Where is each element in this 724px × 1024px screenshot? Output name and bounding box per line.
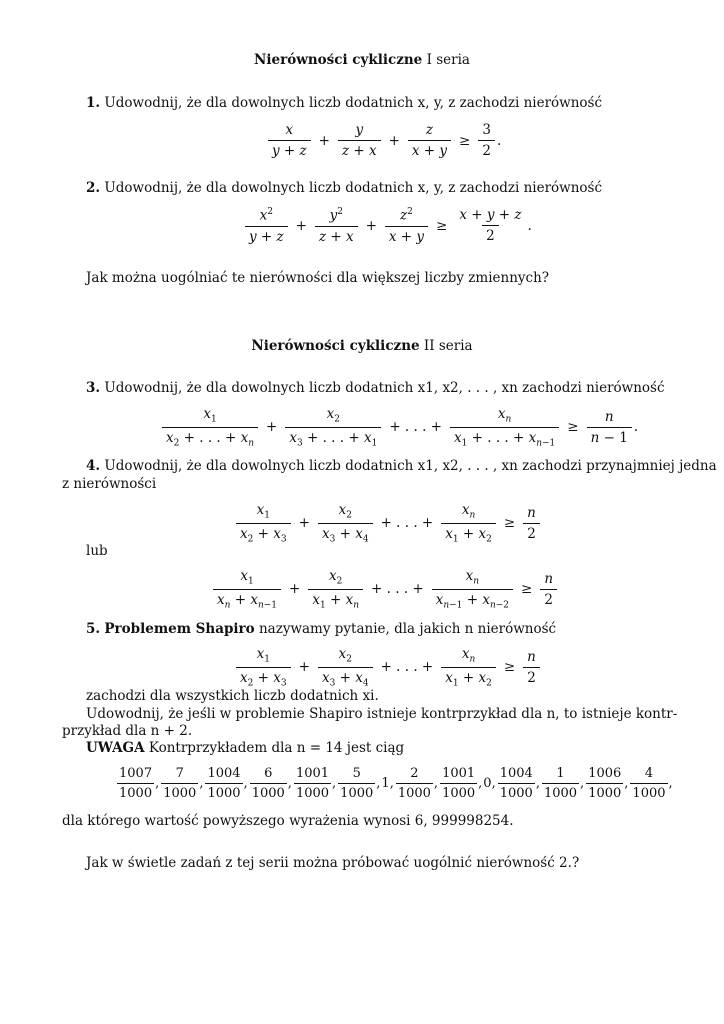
- problem-4-inequality-a: $x_1$ $x_2 + x_3$ + $\frac{x_2}{x_3 + x_4}$ + . . . + $\frac{x_n}{x_1 + x_2}$ ≥ $\frac{n}{2}$: [234, 502, 542, 544]
- sequence-term: 5 1000: [340, 766, 374, 801]
- problem-4-statement-cont: z nierówności: [62, 476, 157, 492]
- sequence-comma: ,: [389, 776, 394, 791]
- note: UWAGA Kontrprzykładem dla n = 14 jest ciąg: [86, 740, 405, 756]
- sequence-comma: ,: [199, 776, 204, 791]
- sequence-comma: ,: [332, 776, 337, 791]
- counterexample-sequence: [116, 766, 674, 801]
- problem-3-inequality: $x_1$ $x_2$ + . . . + $x_n$ + $\frac{x_2}{x_3 + . . . + x_1}$ + . . . + $\frac{x_n}{x_1 + . . . + x_{n-1}}$ ≥ $\frac{n}{n - 1}$ .: [160, 406, 638, 448]
- sequence-term: 6 1000: [251, 766, 285, 801]
- problem-4-inequality-b: $x_1$ $x_n + x_{n-1}$ + $\frac{x_2}{x_1 + x_n}$ + . . . + $\frac{x_n}{x_{n-1} + x_{n-2}}$ ≥ $\frac{n}{2}$: [211, 568, 559, 610]
- problem-1-inequality: x y + z + $\frac{y}{z + x}$ + $\frac{z}{x + y}$ ≥ $\frac{3}{2}$ .: [266, 122, 501, 159]
- sequence-comma: ,: [433, 776, 439, 791]
- sequence-comma: ,: [287, 776, 292, 791]
- problem-1-statement: 1. Udowodnij, że dla dowolnych liczb dodatnich x, y, z zachodzi nierówność: [86, 95, 603, 111]
- sequence-term: 4 1000: [632, 766, 666, 801]
- sequence-term: 2 1000: [397, 766, 431, 801]
- section-2-title: Nierówności cykliczne II seria: [251, 338, 473, 354]
- sequence-term: 1007 1000: [119, 766, 153, 801]
- problem-2-inequality: $x^2$ y + z + $\frac{y^2}{z + x}$ + $\frac{z^2}{x + y}$ ≥ $\frac{x + y + z}{2}$ .: [243, 207, 532, 245]
- problem-5-task-line2: przykład dla n + 2.: [62, 723, 193, 739]
- sequence-term: 1004 1000: [207, 766, 241, 801]
- sequence-term: 1006 1000: [588, 766, 622, 801]
- sequence-comma: ,: [535, 776, 540, 791]
- problem-2-statement: 2. Udowodnij, że dla dowolnych liczb dodatnich x, y, z zachodzi nierówność: [86, 180, 603, 196]
- generalization-question: Jak można uogólniać te nierówności dla większej liczby zmiennych?: [86, 270, 550, 286]
- problem-5-statement: 5. Problemem Shapiro nazywamy pytanie, dla jakich n nierówność: [86, 621, 557, 637]
- sequence-comma: ,: [624, 776, 629, 791]
- sequence-comma: ,: [668, 776, 673, 791]
- problem-3-statement: 3. Udowodnij, że dla dowolnych liczb dodatnich x1, x2, . . . , xn zachodzi nierówność: [86, 380, 665, 396]
- sequence-term: 0: [483, 776, 492, 791]
- sequence-term: 1: [381, 776, 390, 791]
- problem-5-task-line1: Udowodnij, że jeśli w problemie Shapiro istnieje kontrprzykład dla n, to istnieje kontr-: [86, 706, 678, 722]
- sequence-term: 1001 1000: [295, 766, 330, 801]
- sequence-term: 1001 1000: [442, 766, 476, 801]
- sequence-comma: ,: [580, 776, 585, 791]
- sequence-comma: ,: [478, 776, 483, 791]
- section-1-title: Nierówności cykliczne I seria: [254, 52, 470, 68]
- problem-5-inequality: $x_1$ $x_2 + x_3$ + $\frac{x_2}{x_3 + x_4}$ + . . . + $\frac{x_n}{x_1 + x_2}$ ≥ $\frac{n}{2}$: [234, 646, 542, 688]
- problem-5-condition: zachodzi dla wszystkich liczb dodatnich xi.: [86, 688, 379, 704]
- sequence-term: 1 1000: [543, 766, 578, 801]
- sequence-comma: ,: [155, 776, 160, 791]
- sequence-value-note: dla którego wartość powyższego wyrażenia wynosi 6, 999998254.: [62, 813, 514, 829]
- sequence-term: 1004 1000: [499, 766, 533, 801]
- final-question: Jak w świetle zadań z tej serii można próbować uogólnić nierówność 2.?: [86, 855, 580, 871]
- problem-4-statement: 4. Udowodnij, że dla dowolnych liczb dodatnich x1, x2, . . . , xn zachodzi przynajmniej jedna: [86, 458, 717, 474]
- or-label: lub: [86, 543, 108, 559]
- sequence-comma: ,: [376, 776, 381, 791]
- sequence-term: 7 1000: [163, 766, 197, 801]
- sequence-comma: ,: [491, 776, 496, 791]
- sequence-comma: ,: [243, 776, 248, 791]
